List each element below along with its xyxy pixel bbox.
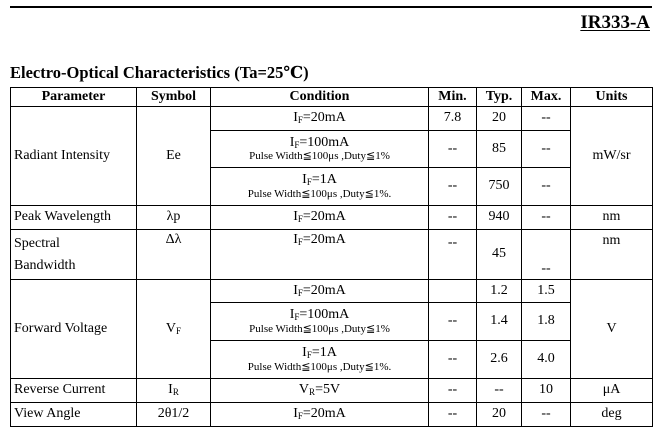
symbol-cell: 2θ1/2 bbox=[137, 403, 211, 427]
units-cell: mW/sr bbox=[571, 107, 653, 206]
param-cell: Radiant Intensity bbox=[11, 107, 137, 206]
param-cell: Spectral Bandwidth bbox=[11, 230, 137, 280]
max-cell: 10 bbox=[522, 379, 571, 403]
typ-cell: 85 bbox=[477, 131, 522, 168]
min-cell: -- bbox=[429, 379, 477, 403]
units-cell: V bbox=[571, 280, 653, 379]
units-cell: deg bbox=[571, 403, 653, 427]
min-cell: -- bbox=[429, 303, 477, 341]
characteristics-table bbox=[10, 87, 653, 427]
condition-cell: $I_F=20mA$ bbox=[211, 280, 429, 303]
header-row bbox=[11, 88, 653, 107]
condition-note: Pulse Width≦100μs ,Duty≦1%. bbox=[247, 360, 392, 373]
units-cell: nm bbox=[571, 206, 653, 230]
col-parameter: Parameter bbox=[11, 88, 137, 107]
condition-note: Pulse Width≦100μs ,Duty≦1% bbox=[249, 322, 390, 335]
max-cell: -- bbox=[522, 206, 571, 230]
table-row bbox=[11, 280, 653, 303]
max-cell: -- bbox=[522, 131, 571, 168]
min-cell: -- bbox=[429, 403, 477, 427]
min-cell: -- bbox=[429, 131, 477, 168]
table-row bbox=[11, 107, 653, 131]
units-cell: μA bbox=[571, 379, 653, 403]
max-cell: -- bbox=[522, 107, 571, 131]
condition-cell: $I_F=1A$ Pulse Width≦100μs ,Duty≦1%. bbox=[211, 168, 429, 206]
units-cell: nm bbox=[571, 230, 653, 280]
symbol-cell: Δλ bbox=[137, 230, 211, 280]
condition-cell: $V_R=5V$ bbox=[211, 379, 429, 403]
typ-cell: 20 bbox=[477, 403, 522, 427]
condition-note: Pulse Width≦100μs ,Duty≦1%. bbox=[247, 187, 392, 200]
typ-cell: 1.2 bbox=[477, 280, 522, 303]
min-cell bbox=[429, 280, 477, 303]
table-row bbox=[11, 379, 653, 403]
typ-cell: 1.4 bbox=[477, 303, 522, 341]
symbol-cell: $I_R$ bbox=[137, 379, 211, 403]
table-row bbox=[11, 206, 653, 230]
part-number: IR333-A bbox=[580, 12, 650, 33]
min-cell: 7.8 bbox=[429, 107, 477, 131]
col-condition: Condition bbox=[211, 88, 429, 107]
typ-cell: 20 bbox=[477, 107, 522, 131]
condition-cell: $I_F=20mA$ bbox=[211, 206, 429, 230]
symbol-cell: Ee bbox=[137, 107, 211, 206]
typ-cell: 2.6 bbox=[477, 341, 522, 379]
max-cell: -- bbox=[522, 168, 571, 206]
col-typ: Typ. bbox=[477, 88, 522, 107]
param-cell: View Angle bbox=[11, 403, 137, 427]
condition-cell: $I_F=20mA$ bbox=[211, 230, 429, 280]
condition-note: Pulse Width≦100μs ,Duty≦1% bbox=[249, 150, 390, 163]
max-cell: 1.8 bbox=[522, 303, 571, 341]
condition-cell: $I_F=20mA$ bbox=[211, 403, 429, 427]
top-rule bbox=[10, 6, 652, 8]
param-cell: Peak Wavelength bbox=[11, 206, 137, 230]
typ-cell: 940 bbox=[477, 206, 522, 230]
symbol-cell: $V_F$ bbox=[137, 280, 211, 379]
param-cell: Reverse Current bbox=[11, 379, 137, 403]
max-cell: -- bbox=[522, 230, 571, 280]
condition-cell: $I_F=20mA$ bbox=[211, 107, 429, 131]
max-cell: 4.0 bbox=[522, 341, 571, 379]
col-min: Min. bbox=[429, 88, 477, 107]
min-cell: -- bbox=[429, 206, 477, 230]
max-cell: 1.5 bbox=[522, 280, 571, 303]
min-cell: -- bbox=[429, 230, 477, 280]
table-row bbox=[11, 230, 653, 280]
typ-cell: 45 bbox=[477, 230, 522, 280]
typ-cell: -- bbox=[477, 379, 522, 403]
condition-cell: $I_F=100mA$ Pulse Width≦100μs ,Duty≦1% bbox=[211, 303, 429, 341]
section-title: Electro-Optical Characteristics (Ta=25℃) bbox=[10, 63, 309, 82]
min-cell: -- bbox=[429, 341, 477, 379]
max-cell: -- bbox=[522, 403, 571, 427]
condition-cell: $I_F=1A$ Pulse Width≦100μs ,Duty≦1%. bbox=[211, 341, 429, 379]
col-units: Units bbox=[571, 88, 653, 107]
param-cell: Forward Voltage bbox=[11, 280, 137, 379]
condition-cell: $I_F=100mA$ Pulse Width≦100μs ,Duty≦1% bbox=[211, 131, 429, 168]
symbol-cell: λp bbox=[137, 206, 211, 230]
col-symbol: Symbol bbox=[137, 88, 211, 107]
typ-cell: 750 bbox=[477, 168, 522, 206]
table-row bbox=[11, 403, 653, 427]
min-cell: -- bbox=[429, 168, 477, 206]
col-max: Max. bbox=[522, 88, 571, 107]
